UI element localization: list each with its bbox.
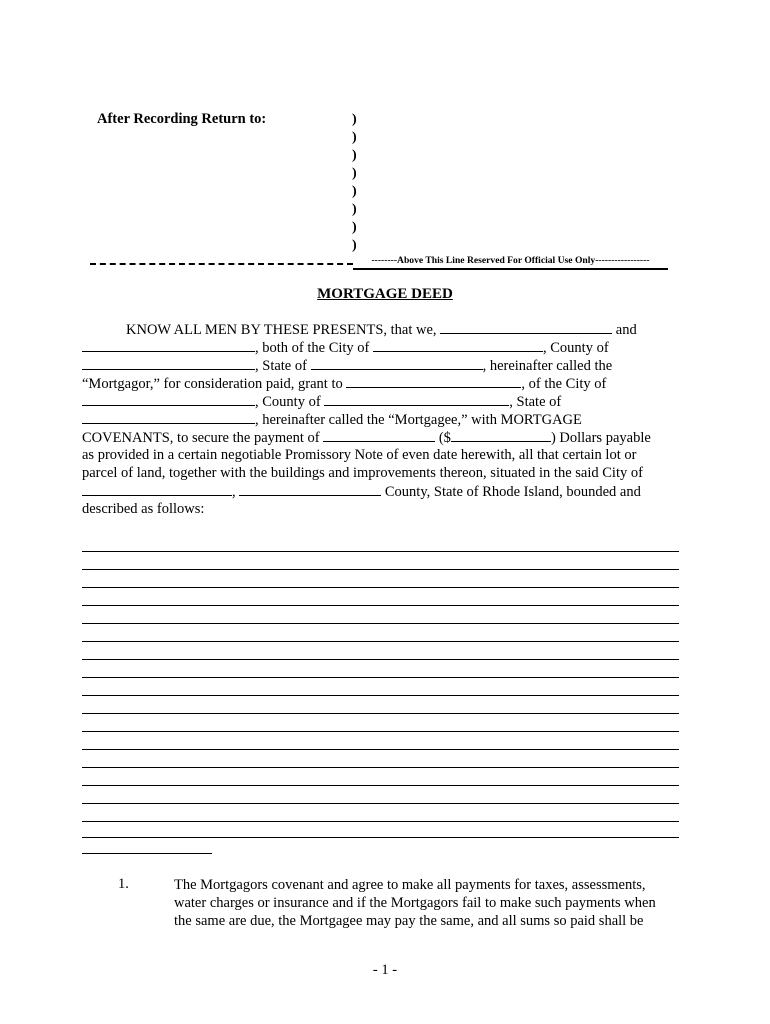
reserved-note: --------Above This Line Reserved For Official Use Only----------------- xyxy=(353,254,668,270)
mortgagor-names-field-2[interactable] xyxy=(82,338,255,352)
body-line-9: parcel of land, together with the buildings and improvements thereon, situated in the said City of xyxy=(82,465,643,481)
description-line[interactable] xyxy=(82,731,679,732)
description-line[interactable] xyxy=(82,569,679,570)
body-text: “Mortgagor,” for consideration paid, grant to xyxy=(82,376,343,392)
mortgagor-names-field[interactable] xyxy=(440,320,612,334)
mortgagee-county-field[interactable] xyxy=(324,392,509,406)
body-line-10 xyxy=(82,482,678,501)
item-text-line: The Mortgagors covenant and agree to make all payments for taxes, assessments, xyxy=(174,877,646,893)
description-line[interactable] xyxy=(82,677,679,678)
description-line-short[interactable] xyxy=(82,853,212,854)
description-line[interactable] xyxy=(82,623,679,624)
description-line[interactable] xyxy=(82,587,679,588)
return-label: After Recording Return to: xyxy=(97,111,267,127)
bracket-mark: ) xyxy=(352,184,357,199)
amount-figures-field[interactable] xyxy=(451,428,551,442)
description-line[interactable] xyxy=(82,659,679,660)
bracket-mark: ) xyxy=(352,166,357,181)
mortgagor-state-field[interactable] xyxy=(311,356,483,370)
body-text: , hereinafter called the “Mortgagee,” with MORTGAGE xyxy=(255,412,582,428)
body-line-11: described as follows: xyxy=(82,501,205,517)
body-text: KNOW ALL MEN BY THESE PRESENTS, that we, xyxy=(126,322,437,338)
item-text-line: the same are due, the Mortgagee may pay the same, and all sums so paid shall be xyxy=(174,913,644,929)
body-text: ) Dollars payable xyxy=(550,430,651,446)
body-text: , hereinafter called the xyxy=(482,358,613,374)
description-line[interactable] xyxy=(82,803,679,804)
body-line-6 xyxy=(82,410,678,429)
mortgagee-name-field[interactable] xyxy=(346,374,521,388)
body-text: ($ xyxy=(438,430,451,446)
body-line-4 xyxy=(82,374,678,393)
description-line[interactable] xyxy=(82,713,679,714)
body-text: , State of xyxy=(255,358,307,374)
body-text: , County of xyxy=(543,340,609,356)
body-line-8: as provided in a certain negotiable Promissory Note of even date herewith, all that certain lot or xyxy=(82,447,637,463)
body-line-1 xyxy=(82,320,678,339)
description-line[interactable] xyxy=(82,749,679,750)
divider-dashes xyxy=(90,263,353,265)
property-city-field[interactable] xyxy=(82,482,232,496)
bracket-mark: ) xyxy=(352,112,357,127)
body-text: , xyxy=(232,484,236,500)
mortgagee-state-field[interactable] xyxy=(82,410,255,424)
item-number: 1. xyxy=(118,876,129,892)
amount-words-field[interactable] xyxy=(323,428,435,442)
body-line-3 xyxy=(82,356,678,375)
bracket-mark: ) xyxy=(352,202,357,217)
body-line-7 xyxy=(82,428,678,447)
bracket-mark: ) xyxy=(352,238,357,253)
body-line-2 xyxy=(82,338,678,357)
official-use-divider xyxy=(90,254,668,270)
body-text: , State of xyxy=(509,394,562,410)
bracket-mark: ) xyxy=(352,220,357,235)
description-line[interactable] xyxy=(82,551,679,552)
description-line[interactable] xyxy=(82,605,679,606)
description-line[interactable] xyxy=(82,767,679,768)
mortgagor-city-field[interactable] xyxy=(373,338,543,352)
body-line-5 xyxy=(82,392,678,411)
bracket-mark: ) xyxy=(352,148,357,163)
body-text: , County of xyxy=(255,394,321,410)
description-line[interactable] xyxy=(82,837,679,838)
bracket-mark: ) xyxy=(352,130,357,145)
body-text: County, State of Rhode Island, bounded and xyxy=(384,484,641,500)
description-line[interactable] xyxy=(82,785,679,786)
page-number: - 1 - xyxy=(372,962,398,978)
mortgagor-county-field[interactable] xyxy=(82,356,255,370)
description-line[interactable] xyxy=(82,695,679,696)
body-text: , both of the City of xyxy=(255,340,370,356)
description-line[interactable] xyxy=(82,821,679,822)
document-title: MORTGAGE DEED xyxy=(317,286,453,302)
body-text: , of the City of xyxy=(521,376,607,392)
body-text: and xyxy=(615,322,637,338)
body-text: COVENANTS, to secure the payment of xyxy=(82,430,320,446)
property-county-field[interactable] xyxy=(239,482,381,496)
item-text-line: water charges or insurance and if the Mortgagors fail to make such payments when xyxy=(174,895,656,911)
description-line[interactable] xyxy=(82,641,679,642)
mortgagee-city-field[interactable] xyxy=(82,392,255,406)
recording-bracket xyxy=(352,111,372,255)
